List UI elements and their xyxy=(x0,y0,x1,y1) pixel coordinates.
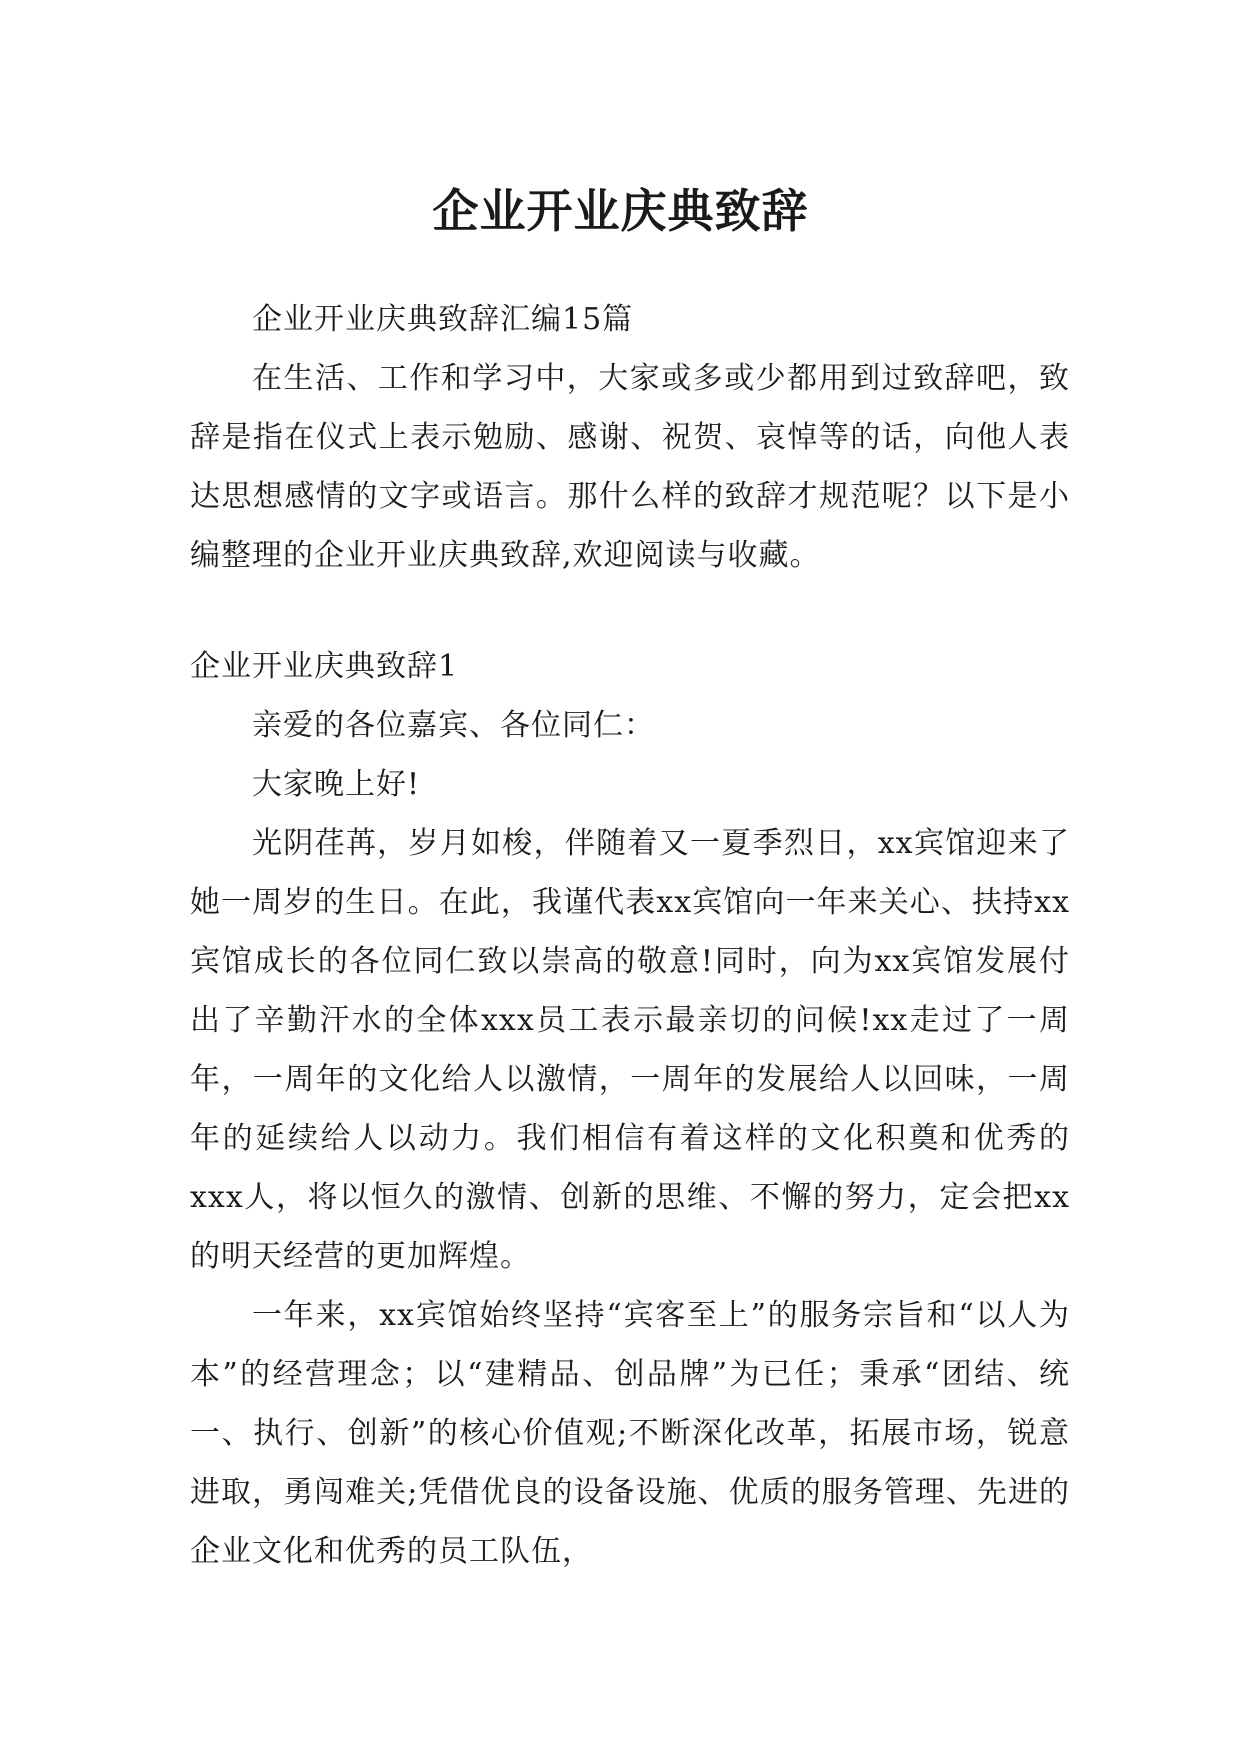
document-title: 企业开业庆典致辞 xyxy=(432,183,809,238)
greeting-paragraph: 大家晚上好! xyxy=(252,767,421,802)
salutation-paragraph: 亲爱的各位嘉宾、各位同仁： xyxy=(252,708,655,743)
document-body xyxy=(190,290,1070,1581)
body-paragraph: 光阴荏苒，岁月如梭，伴随着又一夏季烈日，xx宾馆迎来了她一周岁的生日。在此，我谨代表xx宾馆向一年来关心、扶持xx宾馆成长的各位同仁致以崇高的敬意!同时，向为xx宾馆发展付出了辛勤汗水的全体xxx员工表示最亲切的问候!xx走过了一周年，一周年的文化给人以激情，一周年的发展给人以回味，一周年的延续给人以动力。我们相信有着这样的文化积奠和优秀的xxx人，将以恒久的激情、创新的思维、不懈的努力，定会把xx的明天经营的更加辉煌。 xyxy=(190,826,1070,1274)
intro-paragraph: 在生活、工作和学习中，大家或多或少都用到过致辞吧，致辞是指在仪式上表示勉励、感谢、祝贺、哀悼等的话，向他人表达思想感情的文字或语言。那什么样的致辞才规范呢？以下是小编整理的企业开业庆典致辞,欢迎阅读与收藏。 xyxy=(190,361,1070,573)
section-heading: 企业开业庆典致辞1 xyxy=(190,649,459,684)
subtitle-paragraph: 企业开业庆典致辞汇编15篇 xyxy=(252,302,634,337)
body-paragraph: 一年来，xx宾馆始终坚持“宾客至上”的服务宗旨和“以人为本”的经营理念；以“建精品、创品牌”为已任；秉承“团结、统一、执行、创新”的核心价值观;不断深化改革，拓展市场，锐意进取，勇闯难关;凭借优良的设备设施、优质的服务管理、先进的企业文化和优秀的员工队伍， xyxy=(190,1298,1070,1569)
